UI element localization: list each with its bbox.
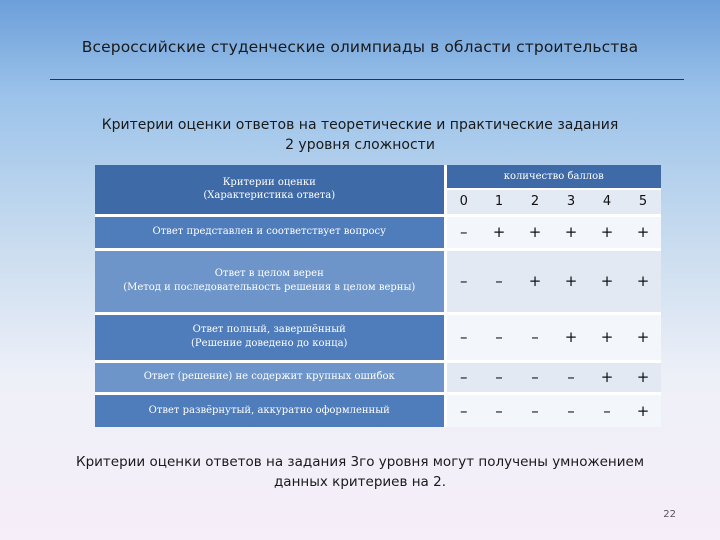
mark-cell: + xyxy=(553,249,589,313)
footer-note-line-2: данных критериев на 2. xyxy=(273,474,447,490)
criteria-header-line-1: Критерии оценки xyxy=(222,177,316,189)
criterion-label xyxy=(95,361,445,393)
score-column-4: 4 xyxy=(589,189,625,215)
footer-note-line-1: Критерии оценки ответов на задания 3го уровня могут получены умножением xyxy=(75,454,645,470)
score-column-1: 1 xyxy=(481,189,517,215)
mark-cell: – xyxy=(553,361,589,393)
criterion-label-line-2: (Решение доведено до конца) xyxy=(191,338,348,349)
criterion-label-line-1: Ответ полный, завершённый xyxy=(192,324,346,335)
mark-cell: – xyxy=(553,393,589,427)
criterion-label-line-2: (Метод и последовательность решения в целом верны) xyxy=(123,282,416,293)
table-row xyxy=(95,393,661,427)
mark-cell: – xyxy=(481,361,517,393)
table-row xyxy=(95,313,661,361)
table-row xyxy=(95,249,661,313)
mark-cell: – xyxy=(517,313,553,361)
mark-cell: – xyxy=(589,393,625,427)
mark-cell: – xyxy=(445,313,481,361)
footer-note xyxy=(40,452,680,492)
criterion-label xyxy=(95,393,445,427)
mark-cell: + xyxy=(517,249,553,313)
mark-cell: – xyxy=(517,393,553,427)
mark-cell: – xyxy=(445,249,481,313)
mark-cell: – xyxy=(481,313,517,361)
mark-cell: – xyxy=(481,249,517,313)
mark-cell: + xyxy=(625,361,661,393)
criterion-label xyxy=(95,215,445,249)
mark-cell: + xyxy=(481,215,517,249)
criterion-label-line-1: Ответ представлен и соответствует вопросу xyxy=(152,226,387,237)
criterion-label-line-1: Ответ в целом верен xyxy=(214,268,324,279)
mark-cell: + xyxy=(589,361,625,393)
mark-cell: + xyxy=(553,215,589,249)
mark-cell: + xyxy=(589,249,625,313)
criteria-header-line-2: (Характеристика ответа) xyxy=(203,190,336,202)
criterion-label xyxy=(95,313,445,361)
criteria-table xyxy=(95,165,661,427)
mark-cell: + xyxy=(625,215,661,249)
mark-cell: – xyxy=(481,393,517,427)
mark-cell: – xyxy=(445,361,481,393)
page-number: 22 xyxy=(663,509,676,520)
table-row xyxy=(95,215,661,249)
criterion-label-line-1: Ответ развёрнутый, аккуратно оформленный xyxy=(148,404,390,416)
score-column-3: 3 xyxy=(553,189,589,215)
criteria-column-header xyxy=(95,165,445,215)
mark-cell: + xyxy=(553,313,589,361)
score-column-0: 0 xyxy=(445,189,481,215)
mark-cell: + xyxy=(625,313,661,361)
subtitle-line-1: Критерии оценки ответов на теоретические и практические задания xyxy=(101,117,619,133)
table-row xyxy=(95,361,661,393)
slide-title: Всероссийские студенческие олимпиады в области строительства xyxy=(81,38,639,56)
score-column-5: 5 xyxy=(625,189,661,215)
mark-cell: + xyxy=(625,249,661,313)
subtitle-line-2: 2 уровня сложности xyxy=(285,137,435,153)
mark-cell: + xyxy=(589,215,625,249)
mark-cell: – xyxy=(445,215,481,249)
title-divider xyxy=(50,79,684,80)
criterion-label xyxy=(95,249,445,313)
slide-subtitle xyxy=(0,115,720,155)
mark-cell: + xyxy=(517,215,553,249)
mark-cell: – xyxy=(445,393,481,427)
mark-cell: + xyxy=(589,313,625,361)
criterion-label-line-1: Ответ (решение) не содержит крупных ошибок xyxy=(143,371,395,382)
mark-cell: + xyxy=(625,393,661,427)
score-column-2: 2 xyxy=(517,189,553,215)
score-count-header: количество баллов xyxy=(445,165,661,189)
mark-cell: – xyxy=(517,361,553,393)
